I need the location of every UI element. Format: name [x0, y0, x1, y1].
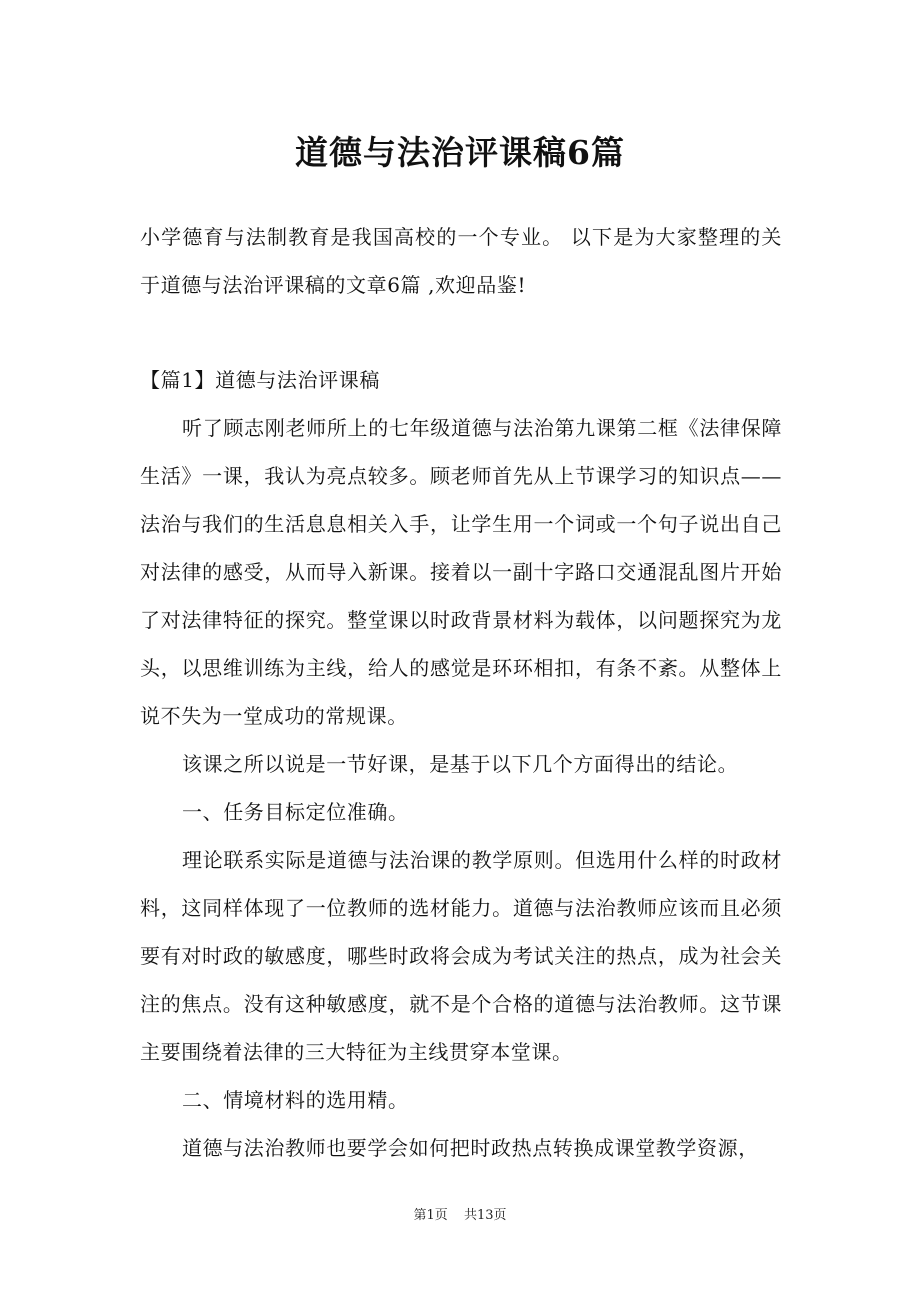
paragraph-2: 该课之所以说是一节好课，是基于以下几个方面得出的结论。	[182, 752, 739, 776]
intro-paragraph: 小学德育与法制教育是我国高校的一个专业。 以下是为大家整理的关于道德与法治评课稿的文章6篇 ,欢迎品鉴!	[140, 225, 782, 297]
page-footer	[0, 1206, 920, 1226]
paragraph-3: 一、任务目标定位准确。	[182, 800, 409, 824]
paragraph-5: 二、情境材料的选用精。	[182, 1088, 409, 1112]
paragraph-4: 理论联系实际是道德与法治课的教学原则。但选用什么样的时政材料，这同样体现了一位教师的选材能力。道德与法治教师应该而且必须要有对时政的敏感度，哪些时政将会成为考试关注的热点，成为社会关注的焦点。没有这种敏感度，就不是个合格的道德与法治教师。这节课主要围绕着法律的三大特征为主线贯穿本堂课。	[140, 848, 782, 1064]
document-title: 道德与法治评课稿6篇	[295, 133, 625, 172]
page-total: 共13页	[463, 1208, 507, 1223]
section-heading: 【篇1】道德与法治评课稿	[140, 368, 380, 392]
paragraph-1: 听了顾志刚老师所上的七年级道德与法治第九课第二框《法律保障生活》一课，我认为亮点较多。顾老师首先从上节课学习的知识点——法治与我们的生活息息相关入手，让学生用一个词或一个句子说出自己对法律的感受，从而导入新课。接着以一副十字路口交通混乱图片开始了对法律特征的探究。整堂课以时政背景材料为载体，以问题探究为龙头，以思维训练为主线，给人的感觉是环环相扣，有条不紊。从整体上说不失为一堂成功的常规课。	[140, 416, 782, 728]
section-1	[140, 356, 782, 1172]
page-number: 第1页	[413, 1208, 448, 1223]
paragraph-6: 道德与法治教师也要学会如何把时政热点转换成课堂教学资源，	[182, 1136, 759, 1160]
